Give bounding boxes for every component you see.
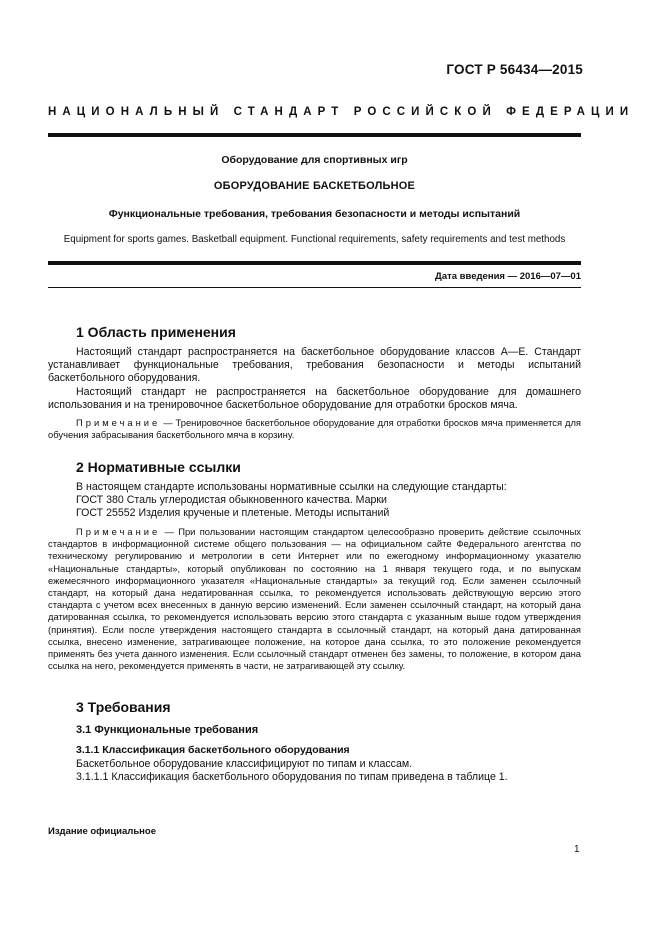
title-functional: Функциональные требования, требования безопасности и методы испытаний	[108, 208, 521, 220]
official-edition-label: Издание официальное	[48, 826, 156, 837]
reference-gost-25552: ГОСТ 25552 Изделия крученые и плетеные. Методы испытаний	[76, 507, 390, 519]
note-text: — При пользовании настоящим стандартом целесообразно проверить действие ссылочных стандартов в информационной системе общего пользования — на официальном сайте Федерального агентства по техническому регулированию и метрологии в сети Интернет или по ежегодному информационному указателю «Национальные стандарты», который опубликован по состоянию на 1 января текущего года, и по выпускам ежемесячного информационного указателя «Национальные стандарты» за текущий год. Если заменен ссылочный стандарт, на который дана недатированная ссылка, то рекомендуется использовать действующую версию этого стандарта с учетом всех внесенных в данную версию изменений. Если заменен ссылочный стандарт, на который дана датированная ссылка, то рекомендуется использовать версию этого стандарта с указанным выше годом утверждения (принятия). Если после утверждения настоящего стандарта в ссылочный стандарт, на который дана датированная ссылка, внесено изменение, затрагивающее положение, на которое дана ссылка, то это положение рекомендуется применять без учета данного изменения. Если ссылочный стандарт отменен без замены, то положение, в котором дана ссылка на него, рекомендуется применять в части, не затрагивающей эту ссылку.	[48, 526, 581, 672]
title-main: ОБОРУДОВАНИЕ БАСКЕТБОЛЬНОЕ	[213, 180, 416, 192]
date-divider	[48, 287, 581, 288]
section-3-heading: 3 Требования	[76, 699, 171, 715]
section-1-paragraph-1: Настоящий стандарт распространяется на баскетбольное оборудование классов А—Е. Стандарт устанавливает функциональные требования, требования безопасности и методы испытаний баскетбольного оборудования.	[48, 346, 581, 384]
section-2-note	[48, 526, 581, 672]
title-subtitle: Оборудование для спортивных игр	[221, 154, 408, 166]
section-3-line-2: 3.1.1.1 Классификация баскетбольного оборудования по типам приведена в таблице 1.	[76, 771, 508, 783]
subsection-3-1-1-heading: 3.1.1 Классификация баскетбольного оборудования	[76, 744, 350, 756]
section-3-line-1: Баскетбольное оборудование классифицируют по типам и классам.	[76, 758, 413, 770]
page-number: 1	[574, 844, 580, 855]
title-english: Equipment for sports games. Basketball equipment. Functional requirements, safety requirements and test methods	[63, 234, 566, 245]
section-1-heading: 1 Область применения	[76, 324, 236, 340]
note-label: Примечание	[76, 417, 161, 428]
introduction-date: Дата введения — 2016—07—01	[435, 271, 581, 282]
section-1-note	[48, 417, 581, 441]
title-divider-thick	[48, 261, 581, 265]
note-text: — Тренировочное баскетбольное оборудование для отработки бросков мяча применяется для обучения забрасывания баскетбольного мяча в корзину.	[48, 417, 581, 441]
section-2-heading: 2 Нормативные ссылки	[76, 459, 241, 475]
reference-gost-380: ГОСТ 380 Сталь углеродистая обыкновенного качества. Марки	[76, 494, 387, 506]
section-1-paragraph-2: Настоящий стандарт не распространяется на баскетбольное оборудование для домашнего использования и на тренировочное баскетбольное оборудование для отработки бросков мяча.	[48, 386, 581, 411]
section-2-paragraph-1: В настоящем стандарте использованы нормативные ссылки на следующие стандарты:	[76, 481, 507, 493]
note-label: Примечание	[76, 526, 161, 537]
national-standard-heading: НАЦИОНАЛЬНЫЙ СТАНДАРТ РОССИЙСКОЙ ФЕДЕРАЦИИ	[48, 106, 635, 118]
subsection-3-1-heading: 3.1 Функциональные требования	[76, 724, 259, 736]
header-divider	[48, 133, 581, 137]
standard-number: ГОСТ Р 56434—2015	[446, 62, 583, 77]
